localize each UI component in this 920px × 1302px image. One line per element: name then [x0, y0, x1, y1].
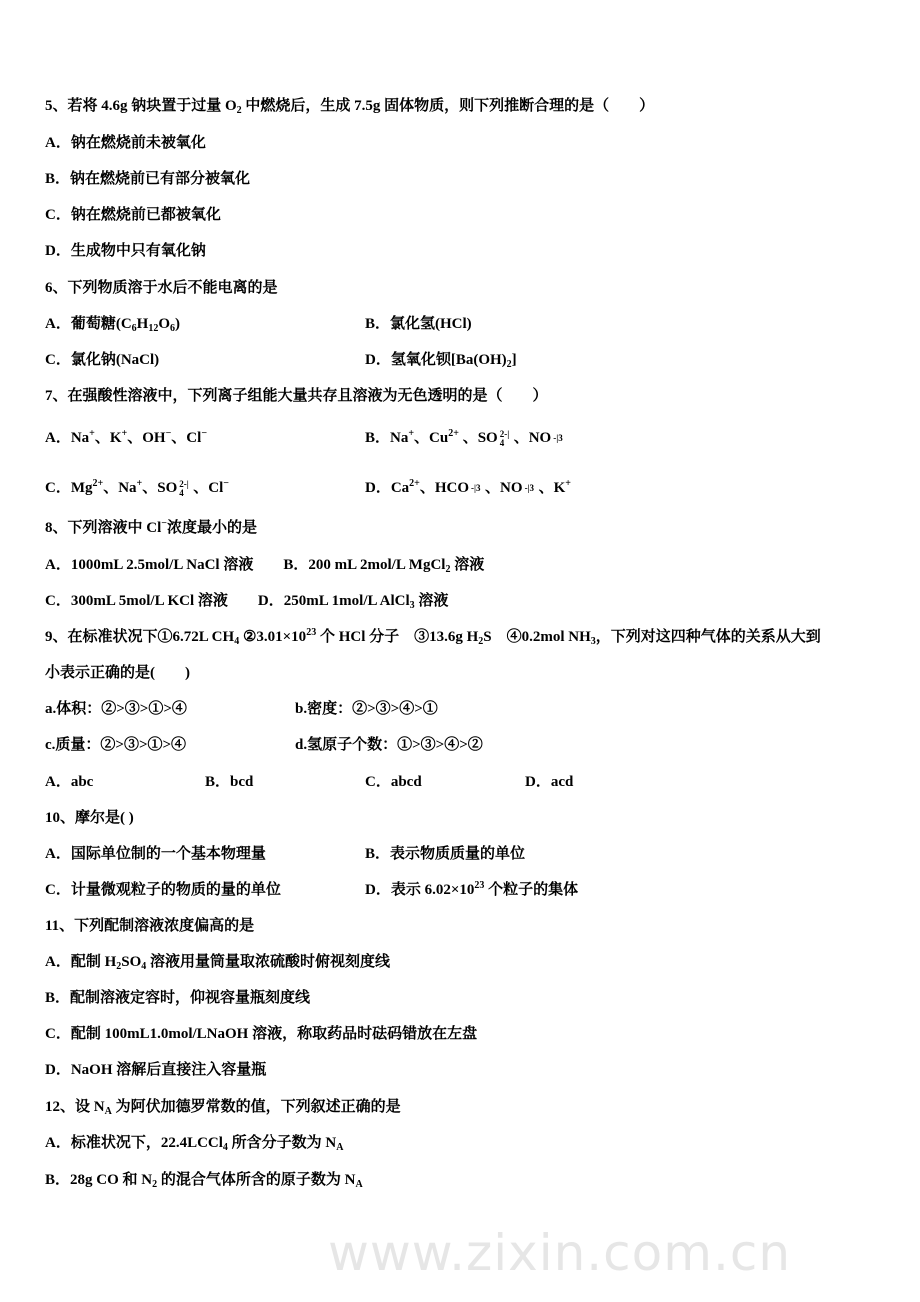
- text-segment: b.密度：②>③>④>①: [295, 701, 438, 717]
- text-segment: S ④0.2mol NH: [483, 629, 591, 645]
- text-line: [45, 844, 266, 864]
- text-line: [205, 772, 253, 792]
- subscript: 2: [506, 359, 512, 370]
- text-line: [45, 169, 250, 189]
- text-segment: 溶液: [414, 593, 449, 609]
- subscript: 4: [234, 636, 240, 647]
- subscript: A: [355, 1179, 363, 1190]
- subscript: A: [104, 1106, 112, 1117]
- text-line: [45, 1133, 344, 1153]
- text-segment: 、NO: [513, 430, 552, 446]
- text-segment: C．钠在燃烧前已都被氧化: [45, 207, 221, 223]
- supscript: +: [408, 428, 415, 439]
- supscript: +: [136, 478, 143, 489]
- ion-charge-stack: 2-|4: [499, 428, 510, 448]
- supscript: −: [161, 518, 167, 529]
- text-segment: 中燃烧后，生成 7.5g 固体物质，则下列推断合理的是（ ）: [241, 98, 655, 114]
- text-line: [45, 350, 159, 370]
- text-segment: B．表示物质质量的单位: [365, 846, 526, 862]
- text-segment: 个粒子的集体: [484, 882, 579, 898]
- text-segment: B．bcd: [205, 774, 254, 790]
- text-line: [525, 772, 573, 792]
- text-line: [45, 735, 186, 755]
- subscript: 2: [478, 636, 484, 647]
- text-line: [45, 386, 548, 406]
- text-segment: A．标准状况下，22.4LCCl: [45, 1135, 223, 1151]
- subscript: 2: [236, 105, 242, 116]
- text-segment: 11、下列配制溶液浓度偏高的是: [45, 918, 255, 934]
- text-segment: 、SO: [458, 430, 498, 446]
- subscript: 2: [116, 961, 122, 972]
- text-line: [45, 1060, 266, 1080]
- text-line: [365, 428, 567, 448]
- text-segment: A．国际单位制的一个基本物理量: [45, 846, 266, 862]
- text-segment: d.氢原子个数：①>③>④>②: [295, 737, 483, 753]
- text-segment: 溶液: [450, 557, 485, 573]
- subscript: 3: [590, 636, 596, 647]
- text-segment: C．计量微观粒子的物质的量的单位: [45, 882, 281, 898]
- subscript: 6: [170, 323, 176, 334]
- text-segment: B．氯化氢(HCl): [365, 316, 472, 332]
- text-segment: 个 HCl 分子 ③13.6g H: [316, 629, 479, 645]
- text-segment: A．1000mL 2.5mol/L NaCl 溶液 B．200 mL 2mol/L MgCl: [45, 557, 446, 573]
- subscript: 2: [445, 564, 451, 575]
- text-segment: 、NO: [485, 480, 523, 496]
- text-line: [45, 880, 281, 900]
- text-segment: C．Mg: [45, 480, 93, 496]
- subscript: 4: [141, 961, 147, 972]
- text-line: [45, 555, 484, 575]
- text-line: [45, 241, 206, 261]
- text-segment: C．配制 100mL1.0mol/LNaOH 溶液，称取药品时砝码错放在左盘: [45, 1026, 478, 1042]
- text-line: [45, 808, 134, 828]
- text-segment: 、HCO: [419, 480, 470, 496]
- text-segment: A．abc: [45, 774, 94, 790]
- text-segment: D．Ca: [365, 480, 410, 496]
- subscript: A: [336, 1142, 344, 1153]
- supscript: −: [223, 478, 229, 489]
- text-line: [365, 844, 525, 864]
- text-segment: A．配制 H: [45, 954, 117, 970]
- text-segment: 小表示正确的是( ): [45, 665, 190, 681]
- supscript: +: [89, 428, 95, 439]
- text-line: [45, 663, 190, 683]
- text-segment: 、OH: [127, 430, 166, 446]
- text-line: [45, 591, 448, 611]
- watermark: www.zixin.com.cn: [328, 1224, 792, 1282]
- ion-charge-stack: -|3: [524, 483, 535, 494]
- text-segment: A．Na: [45, 430, 90, 446]
- ion-charge-stack: -|3: [471, 483, 481, 494]
- text-line: [45, 518, 257, 538]
- text-segment: 10、摩尔是( ): [45, 810, 134, 826]
- supscript: 2+: [448, 428, 459, 439]
- supscript: −: [165, 428, 172, 439]
- text-line: [295, 699, 438, 719]
- text-segment: B．配制溶液定容时，仰视容量瓶刻度线: [45, 990, 311, 1006]
- text-segment: ): [175, 316, 181, 332]
- subscript: 12: [148, 323, 159, 334]
- supscript: 23: [474, 880, 485, 891]
- text-segment: O: [158, 316, 171, 332]
- text-line: [365, 478, 571, 498]
- text-segment: B．钠在燃烧前已有部分被氧化: [45, 171, 251, 187]
- subscript: 6: [131, 323, 137, 334]
- supscript: +: [565, 478, 571, 489]
- text-segment: D．氢氧化钡[Ba(OH): [365, 352, 507, 368]
- text-segment: ，下列对这四种气体的关系从大到: [595, 629, 821, 645]
- text-segment: C．abcd: [365, 774, 422, 790]
- text-segment: 、Cl: [193, 480, 224, 496]
- text-segment: SO: [121, 954, 142, 970]
- text-segment: C．氯化钠(NaCl): [45, 352, 160, 368]
- supscript: 2+: [92, 478, 104, 489]
- text-line: [45, 952, 390, 972]
- text-line: [45, 96, 654, 116]
- text-line: [45, 205, 221, 225]
- text-line: [365, 880, 578, 900]
- text-line: [45, 1170, 363, 1190]
- text-segment: 7、在强酸性溶液中，下列离子组能大量共存且溶液为无色透明的是（ ）: [45, 388, 548, 404]
- text-segment: A．葡萄糖(C: [45, 316, 132, 332]
- text-segment: a.体积：②>③>①>④: [45, 701, 187, 717]
- supscript: 23: [306, 627, 317, 638]
- text-segment: 8、下列溶液中 Cl: [45, 520, 162, 536]
- text-line: [45, 314, 180, 334]
- text-segment: C．300mL 5mol/L KCl 溶液 D．250mL 1mol/L AlCl: [45, 593, 410, 609]
- text-segment: D．生成物中只有氧化钠: [45, 243, 206, 259]
- text-segment: B．28g CO 和 N: [45, 1172, 153, 1188]
- text-line: [45, 1097, 401, 1117]
- supscript: −: [201, 428, 208, 439]
- text-segment: 12、设 N: [45, 1099, 105, 1115]
- text-segment: 浓度最小的是: [166, 520, 257, 536]
- text-segment: D．acd: [525, 774, 574, 790]
- text-line: [45, 916, 254, 936]
- subscript: 3: [409, 600, 415, 611]
- text-segment: 、Cl: [171, 430, 202, 446]
- text-segment: 、Cu: [414, 430, 449, 446]
- text-segment: ]: [511, 352, 517, 368]
- text-line: [295, 735, 483, 755]
- text-segment: H: [136, 316, 149, 332]
- text-segment: 、K: [94, 430, 122, 446]
- text-line: [45, 699, 187, 719]
- text-line: [45, 278, 278, 298]
- supscript: 2+: [409, 478, 420, 489]
- ion-charge-stack: -|3: [553, 433, 563, 444]
- text-line: [45, 988, 310, 1008]
- text-segment: 所含分子数为 N: [227, 1135, 337, 1151]
- text-line: [45, 478, 229, 498]
- subscript: 4: [222, 1142, 228, 1153]
- text-segment: D．NaOH 溶解后直接注入容量瓶: [45, 1062, 267, 1078]
- text-line: [45, 428, 207, 448]
- text-segment: ②3.01×10: [239, 629, 307, 645]
- text-segment: 5、若将 4.6g 钠块置于过量 O: [45, 98, 237, 114]
- text-line: [45, 1024, 477, 1044]
- text-segment: 溶液用量筒量取浓硫酸时俯视刻度线: [146, 954, 391, 970]
- text-segment: 、K: [538, 480, 566, 496]
- ion-charge-stack: 2-|4: [179, 478, 189, 498]
- text-line: [45, 627, 821, 647]
- text-line: [365, 350, 517, 370]
- text-segment: 6、下列物质溶于水后不能电离的是: [45, 280, 278, 296]
- text-segment: B．Na: [365, 430, 409, 446]
- text-segment: A．钠在燃烧前未被氧化: [45, 135, 206, 151]
- text-line: [365, 772, 422, 792]
- text-line: [45, 133, 206, 153]
- text-line: [365, 314, 472, 334]
- text-segment: 的混合气体所含的原子数为 N: [157, 1172, 356, 1188]
- text-line: [45, 772, 93, 792]
- text-segment: 为阿伏加德罗常数的值，下列叙述正确的是: [111, 1099, 401, 1115]
- text-segment: D．表示 6.02×10: [365, 882, 475, 898]
- text-segment: 、Na: [103, 480, 137, 496]
- text-segment: c.质量：②>③>①>④: [45, 737, 187, 753]
- supscript: +: [121, 428, 128, 439]
- text-segment: 、SO: [142, 480, 178, 496]
- subscript: 2: [152, 1179, 158, 1190]
- text-segment: 9、在标准状况下①6.72L CH: [45, 629, 235, 645]
